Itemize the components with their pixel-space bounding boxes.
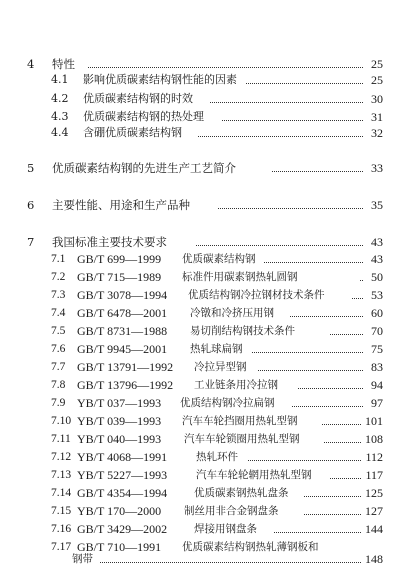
dot-leader	[290, 316, 363, 317]
page-number: 43	[371, 252, 383, 266]
section-number: 7.9	[51, 397, 66, 409]
dot-leader	[210, 102, 363, 103]
chapter-number: 7	[27, 235, 35, 249]
toc-standard-7-14[interactable]	[0, 485, 411, 501]
page-number: 70	[371, 324, 383, 338]
page-number: 50	[371, 270, 383, 284]
toc-standard-7-4[interactable]	[0, 305, 411, 321]
toc-standard-7-16[interactable]	[0, 521, 411, 537]
dot-leader	[198, 136, 363, 137]
standard-title: 优质碳素钢热轧盘条	[194, 487, 289, 499]
toc-section-4-4[interactable]	[0, 125, 411, 141]
dot-leader	[304, 514, 361, 515]
chapter-number: 5	[27, 161, 35, 175]
dot-leader	[246, 83, 363, 84]
dot-leader	[222, 120, 363, 121]
dot-leader	[360, 280, 363, 281]
toc-section-4-1[interactable]	[0, 72, 411, 88]
chapter-number: 4	[27, 57, 35, 71]
chapter-title: 我国标准主要技术要求	[52, 235, 167, 249]
toc-chapter-4[interactable]	[0, 56, 411, 72]
dot-leader	[322, 424, 361, 425]
page-number: 75	[371, 342, 383, 356]
page-number: 101	[365, 414, 383, 428]
dot-leader	[196, 245, 363, 246]
toc-standard-7-9[interactable]	[0, 395, 411, 411]
page-number: 43	[371, 235, 383, 249]
dot-leader	[274, 532, 361, 533]
toc-chapter-5[interactable]	[0, 160, 411, 176]
section-number: 7.5	[51, 325, 66, 337]
page-number: 117	[365, 468, 383, 482]
toc-chapter-7[interactable]	[0, 234, 411, 250]
section-number: 7.15	[51, 505, 72, 517]
section-title: 影响优质碳素结构钢性能的因素	[83, 73, 237, 86]
page-number: 25	[371, 73, 383, 87]
standard-code: GB/T 3078—1994	[77, 288, 168, 302]
page-number: 148	[365, 552, 383, 566]
standard-code: YB/T 040—1993	[77, 432, 162, 446]
section-number: 7.2	[51, 271, 66, 283]
standard-title: 热轧环件	[196, 451, 238, 463]
page-number: 94	[371, 378, 383, 392]
section-number: 7.3	[51, 289, 66, 301]
section-number: 7.8	[51, 379, 66, 391]
standard-code: GB/T 9945—2001	[77, 342, 168, 356]
section-number: 4.4	[51, 126, 69, 139]
chapter-title: 优质碳素结构钢的先进生产工艺简介	[52, 161, 236, 175]
standard-code: GB/T 13796—1992	[77, 378, 174, 392]
dot-leader	[298, 388, 363, 389]
dot-leader	[272, 171, 363, 172]
section-number: 4.2	[51, 92, 69, 105]
standard-title-continued: 钢带	[72, 553, 93, 565]
dot-leader	[330, 478, 361, 479]
standard-title: 汽车车轮挡圈用热轧型钢	[182, 415, 298, 427]
section-number: 7.1	[51, 253, 66, 265]
toc-standard-7-6[interactable]	[0, 341, 411, 357]
standard-code: YB/T 170—2000	[77, 504, 162, 518]
section-number: 7.13	[51, 469, 72, 481]
dot-leader	[304, 496, 361, 497]
dot-leader	[218, 208, 363, 209]
toc-standard-7-5[interactable]	[0, 323, 411, 339]
toc-standard-7-8[interactable]	[0, 377, 411, 393]
standard-title: 冷拉异型钢	[194, 361, 247, 373]
section-title: 优质碳素结构钢的时效	[83, 92, 193, 105]
toc-standard-7-17-continued[interactable]	[0, 551, 411, 567]
toc-section-4-2[interactable]	[0, 91, 411, 107]
standard-code: GB/T 699—1999	[77, 252, 162, 266]
toc-standard-7-2[interactable]	[0, 269, 411, 285]
dot-leader	[252, 352, 363, 353]
standard-code: GB/T 715—1989	[77, 270, 162, 284]
page-number: 53	[371, 288, 383, 302]
section-number: 7.12	[51, 451, 72, 463]
section-number: 7.17	[51, 541, 72, 553]
page-number: 108	[365, 432, 383, 446]
section-number: 7.10	[51, 415, 72, 427]
standard-title: 标准件用碳素钢热轧圆钢	[182, 271, 298, 283]
toc-standard-7-11[interactable]	[0, 431, 411, 447]
section-title: 含硼优质碳素结构钢	[83, 126, 182, 139]
toc-standard-7-3[interactable]	[0, 287, 411, 303]
page-number: 83	[371, 360, 383, 374]
page-number: 32	[371, 126, 383, 140]
page-number: 144	[365, 522, 383, 536]
section-number: 7.16	[51, 523, 72, 535]
standard-title: 制丝用非合金钢盘条	[184, 505, 279, 517]
dot-leader	[258, 370, 363, 371]
page-number: 33	[371, 161, 383, 175]
standard-title: 冷镦和冷挤压用钢	[190, 307, 274, 319]
toc-standard-7-10[interactable]	[0, 413, 411, 429]
page-number: 31	[371, 110, 383, 124]
page-number: 127	[365, 504, 383, 518]
toc-standard-7-12[interactable]	[0, 449, 411, 465]
dot-leader	[292, 406, 363, 407]
standard-code: GB/T 13791—1992	[77, 360, 174, 374]
dot-leader	[100, 562, 361, 563]
section-number: 7.14	[51, 487, 72, 499]
standard-code: GB/T 710—1991	[77, 540, 162, 554]
standard-title: 优质结构钢冷拉扁钢	[180, 397, 275, 409]
page-number: 60	[371, 306, 383, 320]
section-number: 7.11	[51, 433, 71, 445]
standard-title: 汽车车轮锁圈用热轧型钢	[184, 433, 300, 445]
toc-standard-7-13[interactable]	[0, 467, 411, 483]
page-number: 112	[365, 450, 383, 464]
chapter-title: 特性	[52, 57, 75, 71]
dot-leader	[248, 460, 361, 461]
standard-title: 焊接用钢盘条	[194, 523, 257, 535]
standard-title: 优质碳素结构钢	[182, 253, 256, 265]
section-title: 优质碳素结构钢的热处理	[83, 110, 204, 123]
page-number: 35	[371, 198, 383, 212]
standard-code: YB/T 5227—1993	[77, 468, 168, 482]
toc-standard-7-15[interactable]	[0, 503, 411, 519]
standard-title: 易切削结构钢技术条件	[190, 325, 295, 337]
dot-leader	[352, 298, 363, 299]
page-number: 97	[371, 396, 383, 410]
standard-title: 热轧球扁钢	[190, 343, 243, 355]
page-number: 30	[371, 92, 383, 106]
toc-standard-7-1[interactable]	[0, 251, 411, 267]
standard-code: YB/T 039—1993	[77, 414, 162, 428]
section-number: 7.7	[51, 361, 66, 373]
section-number: 4.1	[51, 73, 69, 86]
toc-standard-7-7[interactable]	[0, 359, 411, 375]
standard-code: GB/T 8731—1988	[77, 324, 168, 338]
dot-leader	[330, 334, 363, 335]
dot-leader	[264, 262, 363, 263]
toc-section-4-3[interactable]	[0, 109, 411, 125]
section-number: 7.4	[51, 307, 66, 319]
section-number: 4.3	[51, 110, 69, 123]
standard-code: GB/T 3429—2002	[77, 522, 168, 536]
standard-title: 优质碳素结构钢热轧薄钢板和	[182, 541, 319, 553]
page-number: 125	[365, 486, 383, 500]
section-number: 7.6	[51, 343, 66, 355]
standard-code: YB/T 4068—1991	[77, 450, 168, 464]
standard-title: 工业链条用冷拉钢	[194, 379, 278, 391]
standard-code: YB/T 037—1993	[77, 396, 162, 410]
standard-title: 汽车车轮轮辋用热轧型钢	[196, 469, 312, 481]
chapter-number: 6	[27, 198, 35, 212]
toc-chapter-6[interactable]	[0, 197, 411, 213]
standard-code: GB/T 4354—1994	[77, 486, 168, 500]
standard-title: 优质结构钢冷拉钢材技术条件	[188, 289, 325, 301]
chapter-title: 主要性能、用途和生产品种	[52, 198, 190, 212]
standard-code: GB/T 6478—2001	[77, 306, 168, 320]
dot-leader	[88, 67, 363, 68]
dot-leader	[324, 442, 361, 443]
page-number: 25	[371, 57, 383, 71]
